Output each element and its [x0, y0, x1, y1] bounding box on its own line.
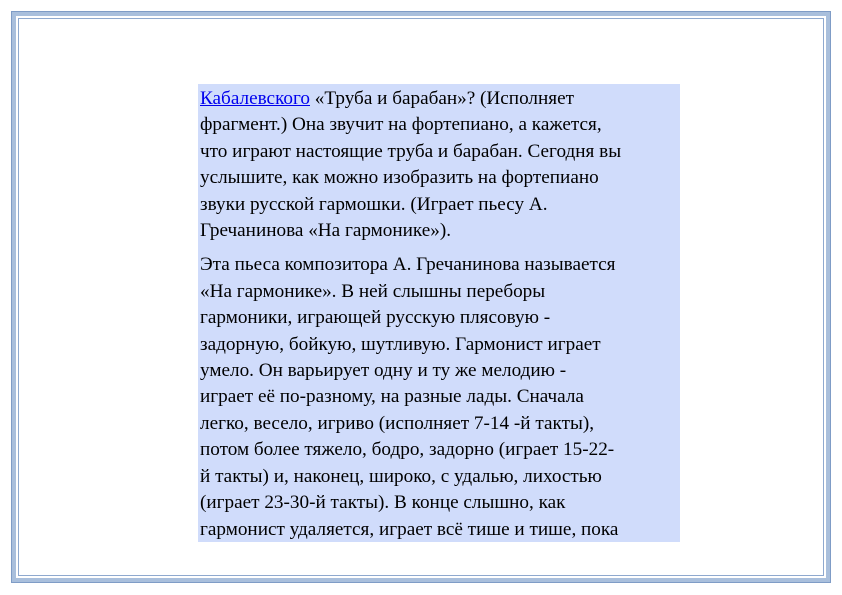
text-line: (играет 23-30-й такты). В конце слышно, как	[200, 492, 566, 514]
paragraph-2	[200, 252, 678, 542]
text-line: играет её по-разному, на разные лады. Сначала	[200, 386, 584, 408]
text-line: «На гармонике». В ней слышны переборы	[200, 280, 546, 302]
text-line: что играют настоящие труба и барабан. Сегодня вы	[200, 140, 622, 162]
text-box	[198, 84, 680, 542]
text-line: звуки русской гармошки. (Играет пьесу А.	[200, 193, 548, 215]
text-line: задорную, бойкую, шутливую. Гармонист играет	[200, 333, 601, 355]
paragraph-1	[200, 86, 678, 244]
text-line	[200, 86, 678, 112]
composer-link[interactable]: Кабалевского	[200, 88, 310, 109]
text-line: Гречанинова «На гармонике»).	[200, 220, 452, 242]
text-line-rest: «Труба и барабан»? (Исполняет	[310, 88, 574, 109]
text-line: гармоники, играющей русскую плясовую -	[200, 307, 551, 329]
text-line: услышите, как можно изобразить на фортепиано	[200, 167, 599, 189]
text-line: гармонист удаляется, играет всё тише и тише, пока	[200, 518, 619, 540]
text-line: умело. Он варьирует одну и ту же мелодию -	[200, 360, 567, 382]
text-line: фрагмент.) Она звучит на фортепиано, а кажется,	[200, 114, 602, 136]
text-line: й такты) и, наконец, широко, с удалью, лихостью	[200, 465, 602, 487]
text-line: легко, весело, игриво (исполняет 7-14 -й такты),	[200, 412, 595, 434]
text-line: потом более тяжело, бодро, задорно (играет 15-22-	[200, 439, 615, 461]
text-line: Эта пьеса композитора А. Гречанинова называется	[200, 254, 616, 276]
